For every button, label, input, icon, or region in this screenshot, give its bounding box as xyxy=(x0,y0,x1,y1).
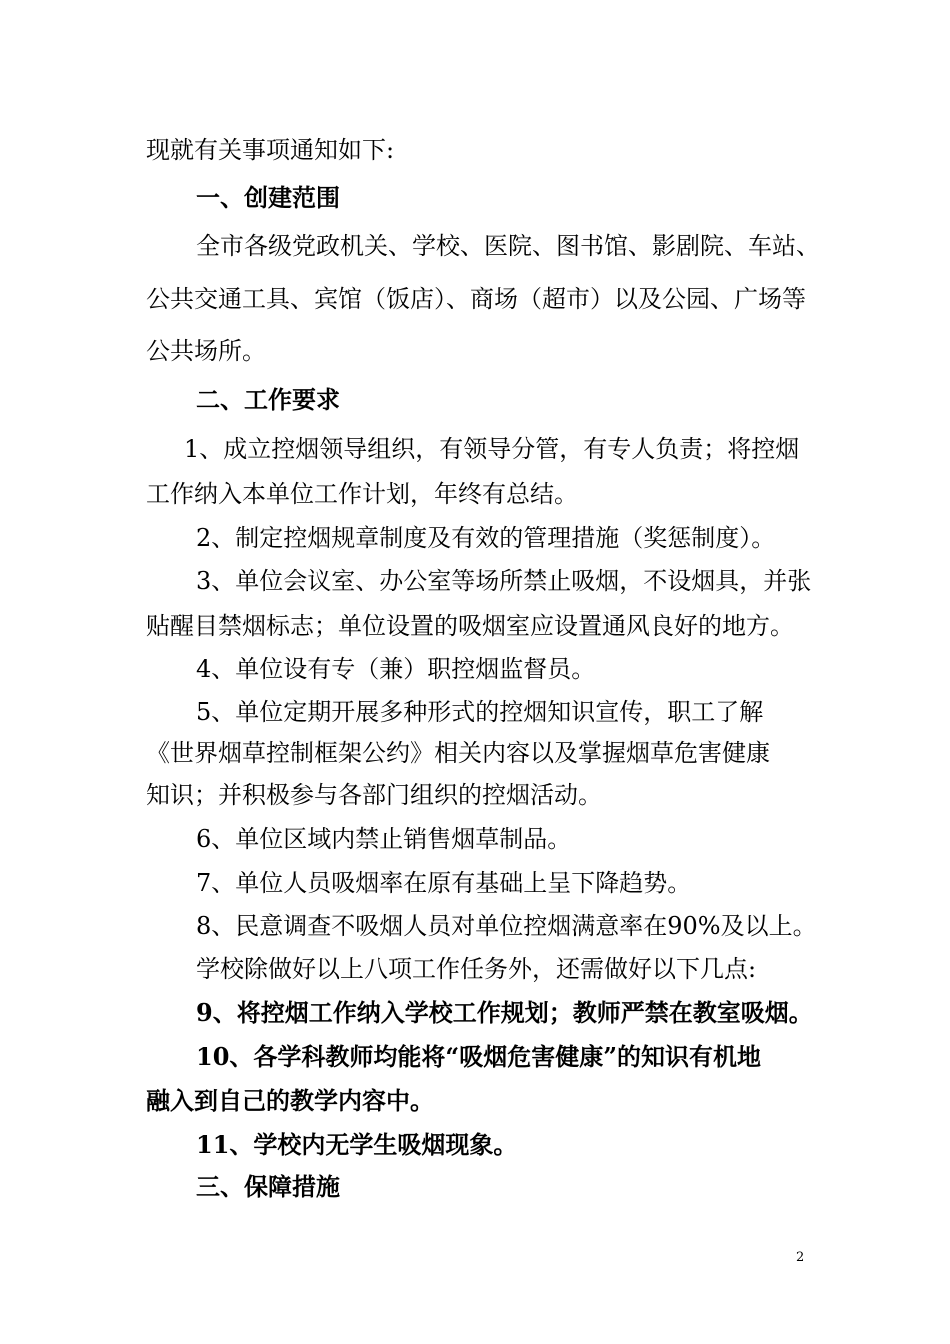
requirement-11: 11、学校内无学生吸烟现象。 xyxy=(196,1130,518,1159)
scope-line-3: 公共场所。 xyxy=(146,337,266,365)
requirement-1-line-1: 1、成立控烟领导组织，有领导分管，有专人负责；将控烟 xyxy=(184,435,800,463)
requirement-3-line-1: 3、单位会议室、办公室等场所禁止吸烟，不设烟具，并张 xyxy=(196,567,812,595)
scope-line-2: 公共交通工具、宾馆（饭店）、商场（超市）以及公园、广场等 xyxy=(146,285,806,313)
section-heading-scope: 一、创建范围 xyxy=(196,183,340,212)
requirement-10-line-1: 10、各学科教师均能将“吸烟危害健康”的知识有机地 xyxy=(196,1042,762,1071)
requirement-8: 8、民意调查不吸烟人员对单位控烟满意率在90%及以上。 xyxy=(196,912,817,940)
requirement-5-line-3: 知识；并积极参与各部门组织的控烟活动。 xyxy=(146,781,602,809)
section-heading-safeguards: 三、保障措施 xyxy=(196,1172,340,1201)
page-number: 2 xyxy=(796,1250,805,1265)
requirement-2: 2、制定控烟规章制度及有效的管理措施（奖惩制度）。 xyxy=(196,524,776,552)
school-note: 学校除做好以上八项工作任务外，还需做好以下几点: xyxy=(196,955,757,983)
scope-line-1: 全市各级党政机关、学校、医院、图书馆、影剧院、车站、 xyxy=(196,232,820,260)
requirement-10-line-2: 融入到自己的教学内容中。 xyxy=(146,1086,434,1115)
requirement-4: 4、单位设有专（兼）职控烟监督员。 xyxy=(196,655,596,683)
intro-line: 现就有关事项通知如下: xyxy=(146,136,395,164)
section-heading-requirements: 二、工作要求 xyxy=(196,385,340,414)
requirement-7: 7、单位人员吸烟率在原有基础上呈下降趋势。 xyxy=(196,869,692,897)
requirement-9: 9、将控烟工作纳入学校工作规划；教师严禁在教室吸烟。 xyxy=(196,998,813,1027)
requirement-5-line-2: 《世界烟草控制框架公约》相关内容以及掌握烟草危害健康 xyxy=(146,739,770,767)
requirement-5-line-1: 5、单位定期开展多种形式的控烟知识宣传，职工了解 xyxy=(196,698,764,726)
requirement-6: 6、单位区域内禁止销售烟草制品。 xyxy=(196,825,572,853)
requirement-3-line-2: 贴醒目禁烟标志；单位设置的吸烟室应设置通风良好的地方。 xyxy=(146,612,794,640)
requirement-1-line-2: 工作纳入本单位工作计划，年终有总结。 xyxy=(146,480,578,508)
